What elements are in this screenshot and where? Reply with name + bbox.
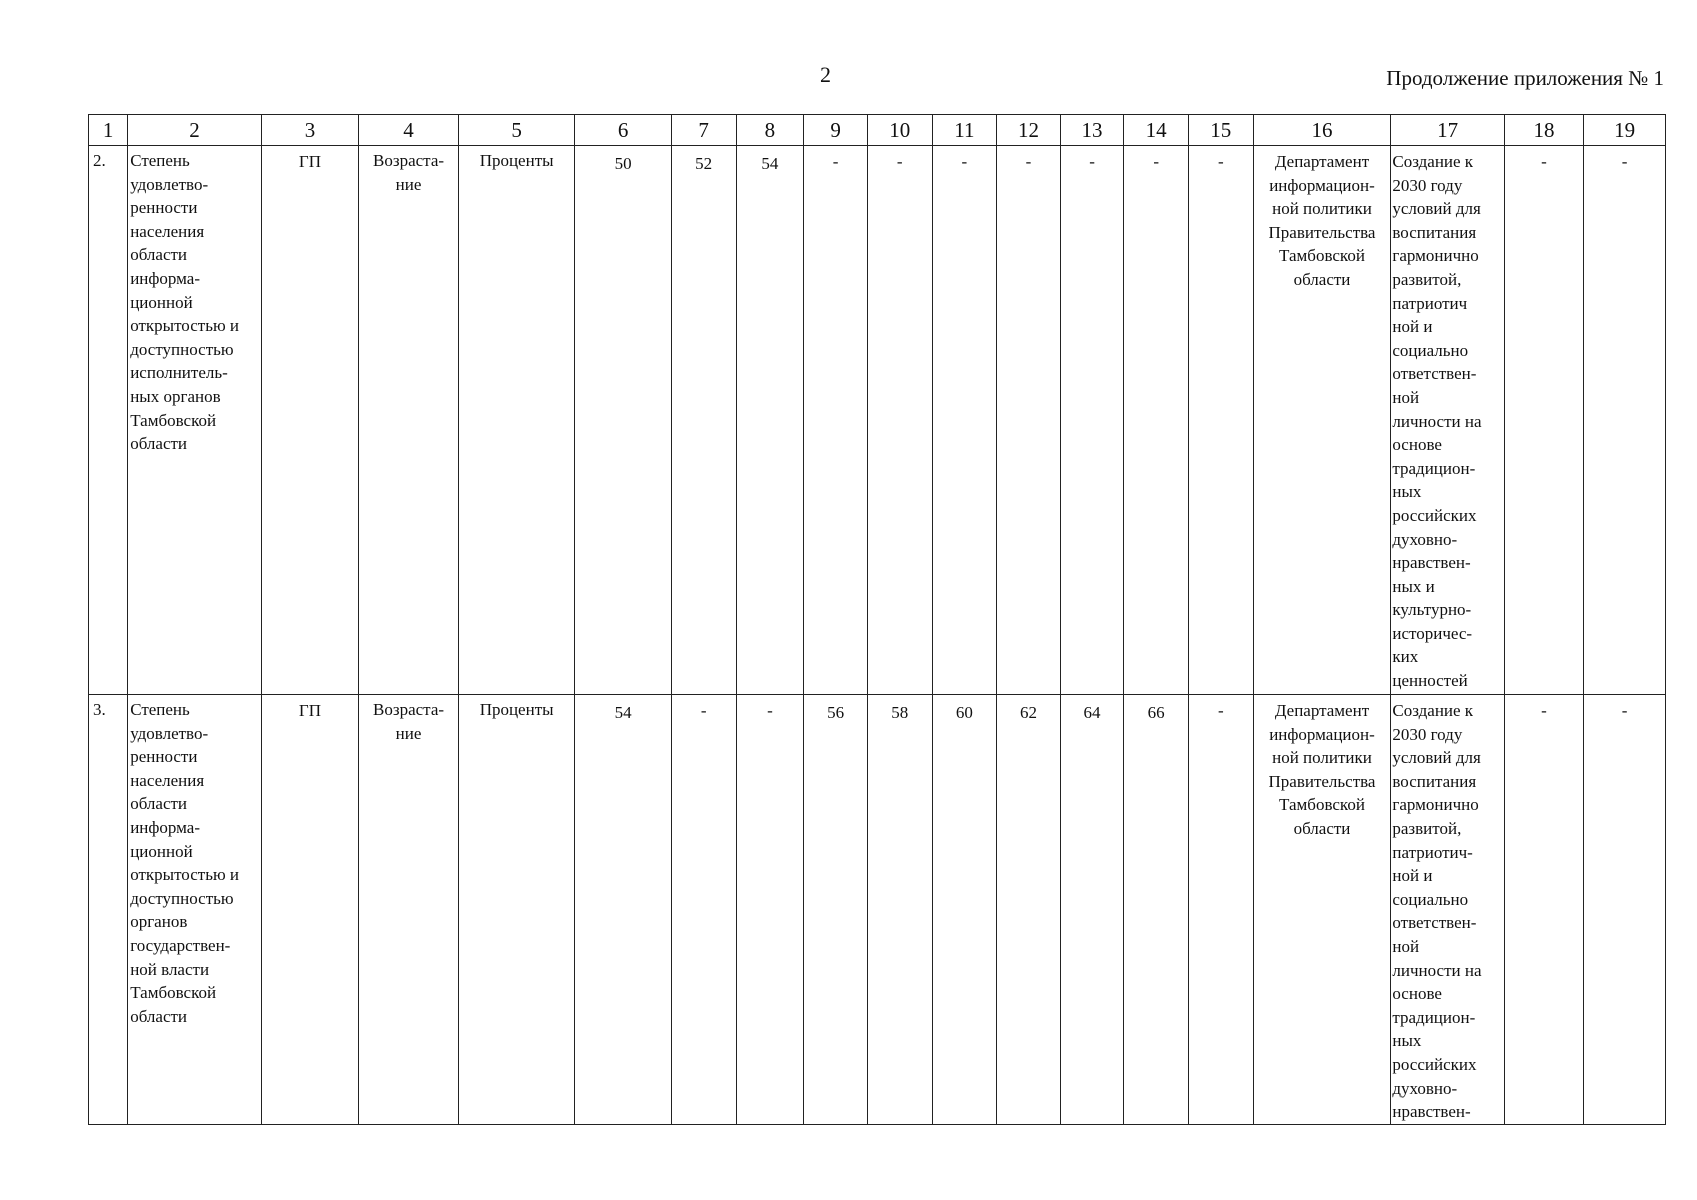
indicator-trend: Возраста- ние xyxy=(359,146,459,695)
value-cell: - xyxy=(1060,146,1124,695)
column-header: 18 xyxy=(1504,115,1583,146)
value-cell: 66 xyxy=(1124,695,1189,1125)
row-number: 3. xyxy=(89,695,128,1125)
unit-of-measure: Проценты xyxy=(458,695,575,1125)
column-header: 3 xyxy=(261,115,359,146)
value-cell: - xyxy=(932,146,997,695)
column-header: 16 xyxy=(1253,115,1391,146)
value-cell: - xyxy=(1504,695,1583,1125)
appendix-continuation-title: Продолжение приложения № 1 xyxy=(1386,66,1664,90)
value-cell: - xyxy=(736,695,804,1125)
column-header: 6 xyxy=(575,115,671,146)
unit-of-measure: Проценты xyxy=(458,146,575,695)
value-cell: 50 xyxy=(575,146,671,695)
value-cell: - xyxy=(1584,146,1666,695)
column-number-row xyxy=(89,115,1666,146)
national-goal: Создание к 2030 году условий для воспитания гармонично развитой, патриотич- ной и социально ответствен- ной личности на основе традицион- ных российских духовно- нравствен- xyxy=(1391,695,1504,1125)
column-header: 12 xyxy=(997,115,1061,146)
value-cell: 54 xyxy=(736,146,804,695)
table-row xyxy=(89,146,1666,695)
column-header: 5 xyxy=(458,115,575,146)
column-header: 14 xyxy=(1124,115,1189,146)
indicator-level: ГП xyxy=(261,146,359,695)
column-header: 19 xyxy=(1584,115,1666,146)
value-cell: 54 xyxy=(575,695,671,1125)
value-cell: - xyxy=(671,695,736,1125)
responsible-department: Департамент информацион- ной политики Правительства Тамбовской области xyxy=(1253,695,1391,1125)
page-number: 2 xyxy=(820,62,831,87)
value-cell: 52 xyxy=(671,146,736,695)
value-cell: - xyxy=(997,146,1061,695)
indicator-name: Степень удовлетво- ренности населения области информа- ционной открытостью и доступностью исполнитель- ных органов Тамбовской области xyxy=(128,146,262,695)
column-header: 2 xyxy=(128,115,262,146)
table-row xyxy=(89,695,1666,1125)
value-cell: 62 xyxy=(997,695,1061,1125)
column-header: 15 xyxy=(1188,115,1253,146)
value-cell: 64 xyxy=(1060,695,1124,1125)
indicator-trend: Возраста- ние xyxy=(359,695,459,1125)
column-header: 9 xyxy=(804,115,868,146)
indicator-level: ГП xyxy=(261,695,359,1125)
value-cell: - xyxy=(1584,695,1666,1125)
value-cell: 56 xyxy=(804,695,868,1125)
responsible-department: Департамент информацион- ной политики Правительства Тамбовской области xyxy=(1253,146,1391,695)
column-header: 4 xyxy=(359,115,459,146)
value-cell: - xyxy=(804,146,868,695)
column-header: 11 xyxy=(932,115,997,146)
column-header: 13 xyxy=(1060,115,1124,146)
value-cell: - xyxy=(1124,146,1189,695)
value-cell: 60 xyxy=(932,695,997,1125)
column-header: 17 xyxy=(1391,115,1504,146)
value-cell: - xyxy=(1188,146,1253,695)
indicators-table xyxy=(88,114,1666,1125)
indicator-name: Степень удовлетво- ренности населения области информа- ционной открытостью и доступностью органов государствен- ной власти Тамбовской области xyxy=(128,695,262,1125)
column-header: 10 xyxy=(867,115,932,146)
value-cell: - xyxy=(1504,146,1583,695)
row-number: 2. xyxy=(89,146,128,695)
column-header: 8 xyxy=(736,115,804,146)
value-cell: - xyxy=(1188,695,1253,1125)
value-cell: - xyxy=(867,146,932,695)
value-cell: 58 xyxy=(867,695,932,1125)
column-header: 1 xyxy=(89,115,128,146)
column-header: 7 xyxy=(671,115,736,146)
national-goal: Создание к 2030 году условий для воспитания гармонично развитой, патриотич ной и социально ответствен- ной личности на основе традицион- ных российских духовно- нравствен- ных и культурно- историчес- ких ценностей xyxy=(1391,146,1504,695)
